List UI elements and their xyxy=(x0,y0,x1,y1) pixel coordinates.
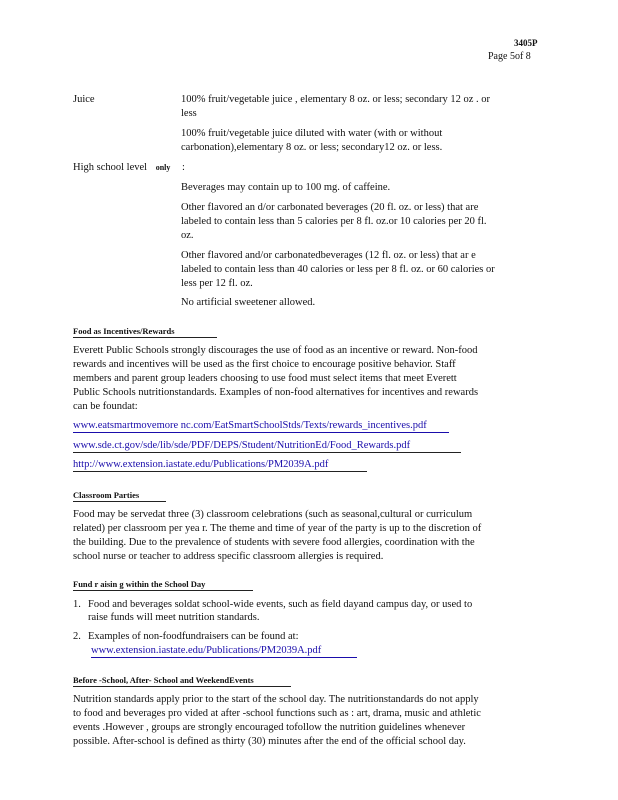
classroom-paragraph-line: related) per classroom per yea r. The theme and time of year of the party is up to the discretion of xyxy=(73,523,482,534)
high-school-colon: : xyxy=(182,162,185,173)
nonfood-fundraisers-link[interactable]: www.extension.iastate.edu/Publications/PM2039A.pdf xyxy=(91,645,322,656)
fundraising-heading: Fund r aisin g within the School Day xyxy=(73,579,206,589)
classroom-parties-heading: Classroom Parties xyxy=(73,490,140,500)
incentives-heading: Food as Incentives/Rewards xyxy=(73,326,175,336)
fundraising-item-line: Food and beverages soldat school-wide events, such as field dayand campus day, or used to xyxy=(88,599,473,610)
fundraising-item-number: 2. xyxy=(73,631,81,642)
afterschool-underline xyxy=(73,686,291,687)
classroom-paragraph-line: school nurse or teacher to address specific classroom allergies is required. xyxy=(73,551,384,562)
flavored-12oz-line: Other flavored and/or carbonatedbeverages (12 fl. oz. or less) that ar e xyxy=(181,250,476,261)
eatsmart-link-underline xyxy=(73,432,449,433)
fundraising-item-number: 1. xyxy=(73,599,81,610)
diluted-juice-line: carbonation),elementary 8 oz. or less; secondary12 oz. or less. xyxy=(181,142,443,153)
eatsmart-link[interactable]: www.eatsmartmovemore nc.com/EatSmartSchoolStds/Texts/rewards_incentives.pdf xyxy=(73,420,427,431)
extension-link[interactable]: http://www.extension.iastate.edu/Publications/PM2039A.pdf xyxy=(73,459,329,470)
extension-link-underline xyxy=(73,471,367,472)
juice-text-line: 100% fruit/vegetable juice , elementary 8 oz. or less; secondary 12 oz . or xyxy=(181,94,491,105)
juice-label: Juice xyxy=(73,94,95,105)
page-number: Page 5of 8 xyxy=(488,51,531,62)
high-school-label-text: High school level xyxy=(73,162,148,173)
incentives-paragraph-line: can be foundat: xyxy=(73,401,138,412)
afterschool-heading: Before -School, After- School and WeekendEvents xyxy=(73,675,254,685)
incentives-paragraph-line: Everett Public Schools strongly discourages the use of food as an incentive or reward. Non-food xyxy=(73,345,478,356)
fundraising-item-line: raise funds will meet nutrition standards. xyxy=(88,612,260,623)
flavored-12oz-line: less per 12 fl. oz. xyxy=(181,278,253,289)
document-code: 3405P xyxy=(514,38,538,48)
fundraising-underline xyxy=(73,590,253,591)
classroom-paragraph-line: the building. Due to the prevalence of students with severe food allergies, coordination with the xyxy=(73,537,475,548)
caffeine-rule: Beverages may contain up to 100 mg. of caffeine. xyxy=(181,182,391,193)
afterschool-paragraph-line: Nutrition standards apply prior to the start of the school day. The nutritionstandards do not apply xyxy=(73,694,479,705)
nonfood-fundraisers-link-underline xyxy=(91,657,357,658)
incentives-paragraph-line: rewards and incentives will be used as the first choice to encourage positive behavior. Staff xyxy=(73,359,456,370)
high-school-label xyxy=(73,161,170,175)
incentives-paragraph-line: Public Schools nutritionstandards. Examples of non-food alternatives for incentives and rewards xyxy=(73,387,479,398)
classroom-parties-underline xyxy=(73,501,166,502)
classroom-paragraph-line: Food may be servedat three (3) classroom celebrations (such as seasonal,cultural or curriculum xyxy=(73,509,473,520)
only-label: only xyxy=(155,163,171,172)
afterschool-paragraph-line: events .However , groups are strongly encouraged tofollow the nutrition guidelines whenever xyxy=(73,722,466,733)
sde-link[interactable]: www.sde.ct.gov/sde/lib/sde/PDF/DEPS/Student/NutritionEd/Food_Rewards.pdf xyxy=(73,440,411,451)
incentives-paragraph-line: members and parent group leaders choosing to use food must select items that meet Everett xyxy=(73,373,457,384)
no-sweetener-rule: No artificial sweetener allowed. xyxy=(181,297,316,308)
afterschool-paragraph-line: possible. After-school is defined as thirty (30) minutes after the end of the official school day. xyxy=(73,736,466,747)
flavored-20oz-line: oz. xyxy=(181,230,194,241)
diluted-juice-line: 100% fruit/vegetable juice diluted with water (with or without xyxy=(181,128,443,139)
juice-text-line: less xyxy=(181,108,197,119)
incentives-heading-underline xyxy=(73,337,217,338)
flavored-20oz-line: labeled to contain less than 5 calories per 8 fl. oz.or 10 calories per 20 fl. xyxy=(181,216,487,227)
fundraising-item-line: Examples of non-foodfundraisers can be found at: xyxy=(88,631,299,642)
afterschool-paragraph-line: to food and beverages pro vided at after -school functions such as : art, drama, music and athletic xyxy=(73,708,481,719)
flavored-20oz-line: Other flavored an d/or carbonated beverages (20 fl. oz. or less) that are xyxy=(181,202,479,213)
flavored-12oz-line: labeled to contain less than 40 calories or less per 8 fl. oz. or 60 calories or xyxy=(181,264,495,275)
sde-link-underline xyxy=(73,452,461,453)
